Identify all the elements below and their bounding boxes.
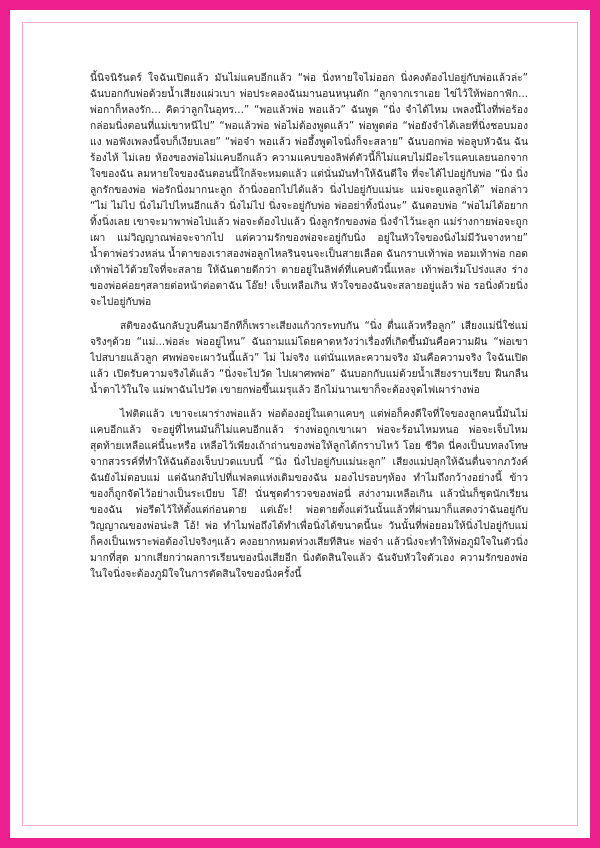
- document-page: [90, 70, 528, 800]
- paragraph-2: สติของฉันกลับวูบคืนมาอีกทีก็เพราะเสียงแก้วกระทบกัน “นิ่ง ตื่นแล้วหรือลูก” เสียงแม่นี่ใช่แม่จริงๆด้วย “แม่...พ่อล่ะ พ่ออยู่ไหน” ฉันถามแม่โดยคาดหวังว่าเรื่องที่เกิดขึ้นมันคือความฝัน “พ่อเขาไปสบายแล้วลูก ศพพ่อจะเผาวันนี้แล้ว” ไม่ ไม่จริง แต่นั่นแหละความจริง มันคือความจริง ใจฉันเปิดแล้ว เปิดรับความจริงได้แล้ว “นิ่งจะไปวัด ไปเผาศพพ่อ” ฉันบอกกับแม่ด้วยน้ำเสียงราบเรียบ ฝืนกลืนน้ำตาไว้ในใจ แม่พาฉันไปวัด เขายกพ่อขึ้นเมรุแล้ว อีกไม่นานเขาก็จะต้องจุดไฟเผาร่างพ่อ: [90, 320, 528, 396]
- paragraph-1: นี้นิจนิรันดร์ ใจฉันเปิดแล้ว มันไม่แคบอีกแล้ว “พ่อ นิ่งหายใจไม่ออก นิ่งคงต้องไปอยู่กับพ่อแล้วล่ะ” ฉันบอกกับพ่อด้วยน้ำเสียงแผ่วเบา พ่อประคองฉันมานอนหนุนตัก “ลูกจากเราเอย ไข่ไว้ให้พ่อกาฟัก... พ่อกาก็หลงรัก... คิดว่าลูกในอุทร...” “พอแล้วพ่อ พอแล้ว” ฉันพูด “นิ่ง จำได้ไหม เพลงนี้ไงที่พ่อร้องกล่อมนิ่งตอนที่แม่เขาหนีไป” “พอแล้วพ่อ พ่อไม่ต้องพูดแล้ว” พ่อพูดต่อ “พ่อยังจำได้เลยที่นิ่งชอบมองแง พอฟังเพลงนี้จบก็เงียบเลย” “พ่อจ๋า พอแล้ว พ่ออึ้งพูดไจนิ่งก็จะสลาย” ฉันบอกพ่อ พ่อลูบหัวฉัน ฉันร้องไห้ ไม่เลย ห้องของพ่อไม่แคบอีกแล้ว ความแคบของลิฟต์ตัวนี้ก็ไม่แคบไม่มีอะไรแคบเลยนอกจากใจของฉัน ลมหายใจของฉันตอนนี้ใกล้จะหมดแล้ว แต่นั่นมันทำให้ฉันดีใจ ที่จะได้ไปอยู่กับพ่อ “นิ่ง นิ่งลูกรักของพ่อ พ่อรักนิ่งมากนะลูก ถ้านิ่งออกไปได้แล้ว นิ่งไปอยู่กับแม่นะ แม่จะดูแลลูกได้” พ่อกล่าว “ไม่ ไม่ไป นิ่งไม่ไปไหนอีกแล้ว นิ่งไม่ไป นิ่งจะอยู่กับพ่อ พ่ออย่าทิ้งนิ่งนะ” ฉันตอบพ่อ “พ่อไม่ได้อยากทิ้งนิ่งเลย เขาจะมาพาพ่อไปแล้ว พ่อจะต้องไปแล้ว นิ่งลูกรักของพ่อ นิ่งจำไว้นะลูก แม่ร่างกายพ่อจะถูกเผา แม่วิญญาณพ่อจะจากไป แต่ความรักของพ่อจะอยู่กับนิ่ง อยู่ในหัวใจของนิ่งไม่มีวันจางหาย” น้ำตาพ่อร่วงหล่น น้ำตาของเราสองพ่อลูกไหลรินจนจะเป็นสายเลือด ฉันกราบเท้าพ่อ หอมเท้าพ่อ กอดเท้าพ่อไว้ด้วยใจที่จะสลาย ให้ฉันตายดีกว่า ตายอยู่ในลิฟต์ที่แคบตัวนี้แหละ เท้าพ่อเริ่มโปร่งแสง ร่างของพ่อค่อยๆสลายต่อหน้าต่อตาฉัน โอ๊ย! เจ็บเหลือเกิน หัวใจของฉันจะสลายอยู่แล้ว พ่อ รอนิ่งด้วยนิ่งจะไปอยู่กับพ่อ: [90, 72, 528, 308]
- paragraph-3: ไฟติดแล้ว เขาจะเผาร่างพ่อแล้ว พ่อต้องอยู่ในเตาแคบๆ แต่พ่อก็คงดีใจที่ใจของลูกคนนี้มันไม่แคบอีกแล้ว จะอยู่ที่ไหนมันก็ไม่แคบอีกแล้ว ร่างพ่อถูกเขาเผา พ่อจะร้อนไหมหนอ พ่อจะเจ็บไหม สุดท้ายเหลือแค่นี้นะหรือ เหลือไว้เพียงเถ้าถ่านของพ่อให้ลูกได้กราบไหว้ โอย ชีวิต นี่คงเป็นบทลงโทษจากสวรรค์ที่ทำให้ฉันต้องเจ็บปวดแบบนี้ “นิ่ง นิ่งไปอยู่กับแม่นะลูก” เสียงแม่ปลุกให้ฉันตื่นจากภวังค์ ฉันยังไม่ตอบแม่ แต่ฉันกลับไปที่แฟลตแห่งเดิมของฉัน มองไปรอบๆห้อง ทำไมถึงกว้างอย่างนี้ ข้าวของก็ถูกจัดไว้อย่างเป็นระเบียบ โอ๊! นั่นชุดตำรวจของพ่อนี่ สง่างามเหลือเกิน แล้วนั่นก็ชุดนักเรียนของฉัน พ่อรีดไว้ให้ตั้งแต่ก่อนตาย แต่เอ๊ะ! พ่อตายตั้งแต่วันนั้นแล้วที่ผ่านมาก็แสดงว่าฉันอยู่กับวิญญาณของพ่อน่ะสิ โอ้! พ่อ ทำไมพ่อถึงได้ทำเพื่อนิ่งได้ขนาดนี้นะ วันนั้นที่พ่อยอมให้นิ่งไปอยู่กับแม่ ก็คงเป็นเพราะพ่อต้องไปจริงๆแล้ว คงอยากหมดห่วงเสียทีสินะ พ่อจ๋า แล้วนิ่งจะทำให้พ่อภูมิใจในตัวนิ่งมากที่สุด มากเสียกว่าผลการเรียนของนิ่งเสียอีก นิ่งตัดสินใจแล้ว ฉันจับหัวใจตัวเอง ความรักของพ่อในใจนิ่งจะต้องภูมิใจในการตัดสินใจของนิ่งครั้งนี้: [90, 408, 528, 580]
